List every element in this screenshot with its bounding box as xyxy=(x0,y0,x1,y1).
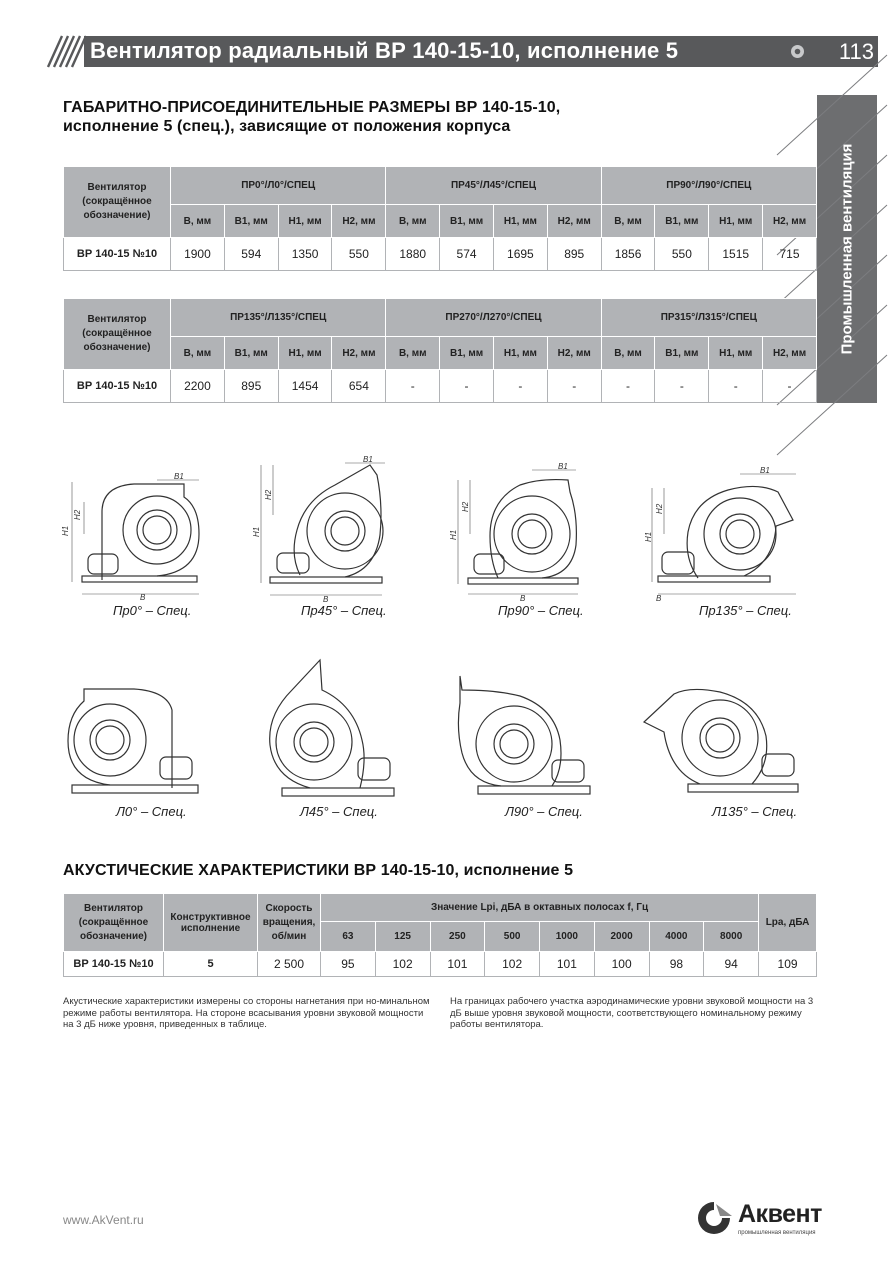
drawing-caption: Л45° – Спец. xyxy=(300,804,378,819)
brand-logo xyxy=(694,1198,829,1240)
freq-header: 500 xyxy=(485,922,540,952)
page-header xyxy=(46,36,878,67)
freq-header: 125 xyxy=(375,922,430,952)
level-cell: 101 xyxy=(430,952,485,977)
b1-label: B1 xyxy=(760,466,770,475)
col-header: В, мм xyxy=(171,205,225,238)
freq-header: 8000 xyxy=(704,922,759,952)
fan-header-line2: (сокращённое xyxy=(78,916,149,928)
group-header: ПР270°/Л270°/СПЕЦ xyxy=(386,299,601,337)
col-header: Н2, мм xyxy=(332,337,386,370)
fan-header-line2: (сокращённое xyxy=(82,328,152,339)
design-cell: 5 xyxy=(164,952,258,977)
col-header: В1, мм xyxy=(440,337,494,370)
group-header: ПР315°/Л315°/СПЕЦ xyxy=(601,299,816,337)
value-cell: 654 xyxy=(332,370,386,403)
value-cell: 895 xyxy=(224,370,278,403)
value-cell: 1900 xyxy=(171,238,225,271)
fan-header-cell xyxy=(64,299,171,370)
fan-drawing-l0 xyxy=(62,685,200,803)
col-header: В1, мм xyxy=(655,337,709,370)
side-tab-label: Промышленная вентиляция xyxy=(838,143,856,355)
fan-header-line3: обозначение) xyxy=(83,210,151,221)
total-header: Lpa, дБА xyxy=(759,894,817,952)
speed-header-line1: Скорость xyxy=(265,902,313,914)
speed-header-line3: об/мин xyxy=(271,930,307,942)
fan-header-line1: Вентилятор xyxy=(87,314,147,325)
col-header: В, мм xyxy=(601,337,655,370)
col-header: Н2, мм xyxy=(547,337,601,370)
fan-drawing-pr0-icon xyxy=(62,472,207,602)
value-cell: 1880 xyxy=(386,238,440,271)
drawing-caption: Л0° – Спец. xyxy=(116,804,187,819)
fan-header-line1: Вентилятор xyxy=(83,902,144,914)
fan-drawing-l45-icon xyxy=(262,660,397,803)
value-cell: - xyxy=(655,370,709,403)
fan-header-cell xyxy=(64,894,164,952)
fan-drawing-pr45 xyxy=(252,455,390,604)
col-header: В1, мм xyxy=(440,205,494,238)
value-cell: 1454 xyxy=(278,370,332,403)
level-cell: 95 xyxy=(321,952,376,977)
col-header: Н1, мм xyxy=(709,205,763,238)
col-header: В, мм xyxy=(601,205,655,238)
h1-label: H1 xyxy=(449,529,458,540)
h1-label: H1 xyxy=(252,526,261,537)
fan-drawing-pr135-icon xyxy=(644,462,798,603)
group-header: ПР90°/Л90°/СПЕЦ xyxy=(601,167,816,205)
col-header: Н2, мм xyxy=(547,205,601,238)
fan-drawing-l135 xyxy=(640,676,800,803)
fan-drawing-pr135 xyxy=(644,462,798,603)
drawing-caption: Пр45° – Спец. xyxy=(301,603,387,618)
b-label: B xyxy=(656,594,662,603)
value-cell: 715 xyxy=(763,238,817,271)
col-header: Н2, мм xyxy=(763,337,817,370)
fan-header-cell xyxy=(64,167,171,238)
h2-label: H2 xyxy=(461,501,470,512)
fan-drawing-pr90-icon xyxy=(450,460,585,603)
value-cell: - xyxy=(547,370,601,403)
speed-header xyxy=(258,894,321,952)
level-cell: 100 xyxy=(594,952,649,977)
drawing-caption: Пр0° – Спец. xyxy=(113,603,192,618)
dims-table-2 xyxy=(63,298,817,403)
note-left: Акустические характеристики измерены со стороны нагнетания при но-минальном режиме работы вентилятора. На стороне всасывания уровни звуковой мощности на 3 дБ ниже уровня, приведенных в таблице. xyxy=(63,996,430,1030)
value-cell: - xyxy=(601,370,655,403)
page-number: 113 xyxy=(838,39,874,64)
group-header: Значение Lpi, дБА в октавных полосах f, Гц xyxy=(321,894,759,922)
dims-section-title xyxy=(63,98,560,136)
fan-drawing-l90 xyxy=(456,668,594,803)
total-cell: 109 xyxy=(759,952,817,977)
acoustic-section-title: АКУСТИЧЕСКИЕ ХАРАКТЕРИСТИКИ ВР 140-15-10, исполнение 5 xyxy=(63,862,574,879)
design-header: Конструктивное исполнение xyxy=(164,894,258,952)
h2-label: H2 xyxy=(73,509,82,520)
level-cell: 102 xyxy=(485,952,540,977)
freq-header: 250 xyxy=(430,922,485,952)
col-header: Н2, мм xyxy=(332,205,386,238)
fan-header-line1: Вентилятор xyxy=(87,182,147,193)
col-header: Н2, мм xyxy=(763,205,817,238)
table-row xyxy=(64,370,817,403)
value-cell: - xyxy=(440,370,494,403)
note-right: На границах рабочего участка аэродинамические уровни звуковой мощности на 3 дБ выше уровня звуковой мощности, соответствующего номинальному режиму работы вентилятора. xyxy=(450,996,814,1030)
dims-table-1 xyxy=(63,166,817,271)
value-cell: - xyxy=(493,370,547,403)
brand-tagline: промышленная вентиляция xyxy=(738,1230,816,1236)
b1-label: B1 xyxy=(363,455,373,464)
h2-label: H2 xyxy=(655,503,664,514)
fan-drawing-l90-icon xyxy=(456,668,594,803)
col-header: Н1, мм xyxy=(493,205,547,238)
acoustic-table xyxy=(63,893,817,977)
drawing-caption: Л135° – Спец. xyxy=(712,804,798,819)
level-cell: 94 xyxy=(704,952,759,977)
hatch-decoration-icon xyxy=(46,36,84,67)
fan-name-cell: ВР 140-15 №10 xyxy=(64,952,164,977)
col-header: В, мм xyxy=(386,337,440,370)
side-category-tab xyxy=(817,95,877,403)
fan-header-line3: обозначение) xyxy=(83,342,151,353)
col-header: В1, мм xyxy=(224,205,278,238)
value-cell: 895 xyxy=(547,238,601,271)
b-label: B xyxy=(140,593,146,602)
level-cell: 98 xyxy=(649,952,704,977)
fan-drawing-l135-icon xyxy=(640,676,800,803)
b1-label: B1 xyxy=(558,462,568,471)
freq-header: 63 xyxy=(321,922,376,952)
group-header: ПР0°/Л0°/СПЕЦ xyxy=(171,167,386,205)
page-title: Вентилятор радиальный ВР 140-15-10, исполнение 5 xyxy=(90,38,679,63)
gear-bullet-icon xyxy=(790,44,805,59)
col-header: Н1, мм xyxy=(278,337,332,370)
fan-drawing-l45 xyxy=(262,660,397,803)
fan-header-line3: обозначение) xyxy=(79,930,148,942)
col-header: Н1, мм xyxy=(278,205,332,238)
group-header: ПР45°/Л45°/СПЕЦ xyxy=(386,167,601,205)
dims-title-line2: исполнение 5 (спец.), зависящие от положения корпуса xyxy=(63,118,511,135)
value-cell: 1515 xyxy=(709,238,763,271)
value-cell: 550 xyxy=(332,238,386,271)
col-header: В, мм xyxy=(171,337,225,370)
group-header: ПР135°/Л135°/СПЕЦ xyxy=(171,299,386,337)
value-cell: 574 xyxy=(440,238,494,271)
col-header: Н1, мм xyxy=(709,337,763,370)
h1-label: H1 xyxy=(61,525,70,536)
drawing-caption: Пр90° – Спец. xyxy=(498,603,584,618)
h2-label: H2 xyxy=(264,489,273,500)
value-cell: - xyxy=(386,370,440,403)
fan-drawing-pr45-icon xyxy=(252,455,390,604)
col-header: В1, мм xyxy=(224,337,278,370)
table-row xyxy=(64,238,817,271)
value-cell: 1856 xyxy=(601,238,655,271)
col-header: Н1, мм xyxy=(493,337,547,370)
fan-header-line2: (сокращённое xyxy=(82,196,152,207)
level-cell: 102 xyxy=(375,952,430,977)
fan-name-cell: ВР 140-15 №10 xyxy=(64,238,171,271)
fan-drawing-l0-icon xyxy=(62,685,200,803)
dims-title-line1: ГАБАРИТНО-ПРИСОЕДИНИТЕЛЬНЫЕ РАЗМЕРЫ ВР 140-15-10, xyxy=(63,99,561,116)
value-cell: - xyxy=(763,370,817,403)
drawing-caption: Пр135° – Спец. xyxy=(699,603,792,618)
col-header: В1, мм xyxy=(655,205,709,238)
value-cell: 2200 xyxy=(171,370,225,403)
freq-header: 4000 xyxy=(649,922,704,952)
brand-logo-icon xyxy=(694,1200,734,1236)
level-cell: 101 xyxy=(540,952,595,977)
freq-header: 1000 xyxy=(540,922,595,952)
b-label: B xyxy=(520,594,526,603)
b1-label: B1 xyxy=(174,472,184,481)
value-cell: 594 xyxy=(224,238,278,271)
h1-label: H1 xyxy=(644,531,653,542)
value-cell: 550 xyxy=(655,238,709,271)
speed-cell: 2 500 xyxy=(258,952,321,977)
footer-url[interactable]: www.AkVent.ru xyxy=(63,1213,144,1227)
brand-name: Аквент xyxy=(738,1200,822,1228)
speed-header-line2: вращения, xyxy=(262,916,316,928)
b-label: B xyxy=(323,595,329,604)
fan-drawing-pr0 xyxy=(62,472,207,602)
table-row xyxy=(64,952,817,977)
drawing-caption: Л90° – Спец. xyxy=(505,804,583,819)
value-cell: 1695 xyxy=(493,238,547,271)
col-header: В, мм xyxy=(386,205,440,238)
freq-header: 2000 xyxy=(594,922,649,952)
value-cell: 1350 xyxy=(278,238,332,271)
fan-drawing-pr90 xyxy=(450,460,585,603)
fan-name-cell: ВР 140-15 №10 xyxy=(64,370,171,403)
value-cell: - xyxy=(709,370,763,403)
